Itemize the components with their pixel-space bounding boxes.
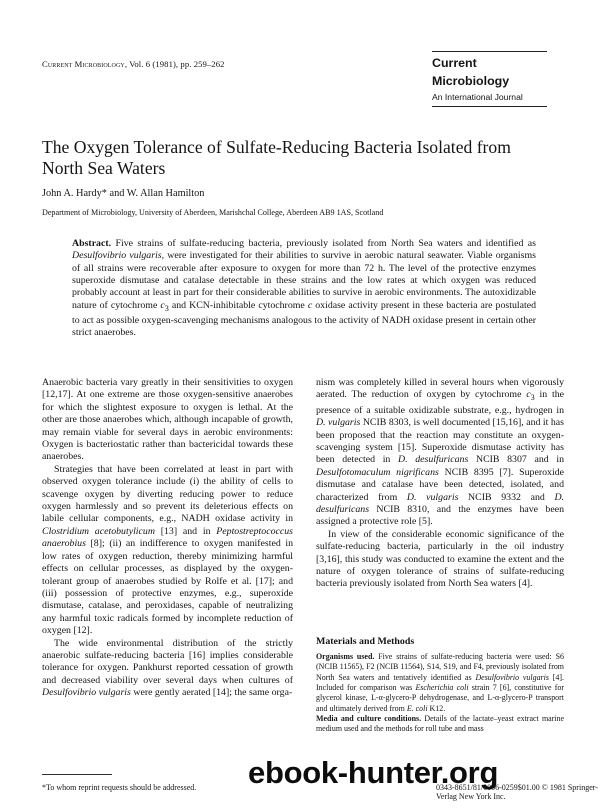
organism-name: Peptostreptococcus anaerobius [42, 525, 293, 550]
paragraph-text: NCIB 9332 and [458, 491, 555, 503]
logo-top-rule [432, 51, 547, 52]
abstract [72, 238, 536, 340]
abstract-label: Abstract. [72, 238, 112, 249]
watermark-text: ebook-hunter.org [248, 755, 499, 790]
journal-volume-pages: , Vol. 6 (1981), pp. 259–262 [124, 59, 225, 69]
footnote: *To whom reprint requests should be addressed. [42, 783, 197, 792]
intro-paragraph-3 [42, 638, 293, 700]
journal-citation [42, 59, 225, 69]
organism-name: Desulfovibrio vulgaris [42, 687, 131, 699]
article-authors: John A. Hardy* and W. Allan Hamilton [42, 188, 205, 199]
intro-paragraph-5: In view of the considerable economic significance of the sulfate-reducing bacteria, particularly in the oil industry [3,16], this study was conducted to examine the extent and the nature of oxygen tolerance of strains of sulfate-reducing bacteria previously isolated from North Sea waters [4]. [316, 528, 564, 590]
paragraph-text: [8]; (ii) an indifference to oxygen manifested in low rates of oxygen reduction, thereby minimizing harmful effects on cellular processes, as displayed by the oxygen-tolerant group of anaerobes studied by Rolfe et al. [17]; and (iii) possession of protective enzymes, e.g., superoxide dismutase, catalase, and peroxidases, capable of neutralizing any harmful toxic radicals formed by incomplete reduction of oxygen [12]. [42, 538, 293, 637]
paragraph-text: were gently aerated [14]; the same orga- [130, 687, 293, 699]
abstract-text: , were investigated for their abilities to survive in aerobic natural seawater. Viable organisms of all strains were recoverable after exposure to oxygen for more than 72 h. The level of the protective enzymes superoxide dismutase and catalase detectable in these strains and the low rates at which oxygen was reduced probably account at least in part for their considerable abilities to survive in aerobic environments. The autoxidizable nature of cytochrome [72, 250, 536, 311]
paragraph-text: NCIB 8307 and in [468, 454, 565, 466]
paragraph-text: nism was completely killed in several hours when vigorously aerated. The reduction of oxygen by cytochrome [316, 377, 564, 401]
journal-name: Current Microbiology [42, 59, 125, 69]
organism-name: D. desulfuricans [398, 454, 469, 466]
section-heading-methods: Materials and Methods [316, 636, 415, 647]
paragraph-text: Strategies that have been correlated at least in part with observed oxygen tolerance include (i) the ability of cells to scavenge oxygen by diverting reducing power to reduce oxygen harmlessly and so prevent its deleterious effects on labile cellular components, e.g., NADH oxidase activity in [42, 463, 293, 525]
intro-paragraph-2 [42, 464, 293, 638]
article-affiliation: Department of Microbiology, University of Aberdeen, Marishchal College, Aberdeen AB9 1AS, Scotland [42, 208, 384, 217]
organism-name: D. vulgaris [406, 491, 459, 503]
abstract-text: Five strains of sulfate-reducing bacteria, previously isolated from North Sea waters and identified as [111, 238, 536, 249]
methods-media-paragraph [316, 714, 564, 735]
organism-name: E. coli [406, 703, 428, 713]
italic-term: c [526, 389, 531, 401]
abstract-italic: c [307, 299, 313, 311]
body-right-column [316, 377, 564, 591]
abstract-text: and KCN-inhibitable cytochrome [168, 299, 308, 311]
paragraph-text: Details of the lactate–yeast extract marine medium used and the methods for roll tube and mass [316, 714, 564, 734]
subscript: 3 [530, 393, 535, 403]
paragraph-text: [4]. Included for comparison was [316, 672, 564, 693]
body-left-column [42, 377, 293, 700]
intro-paragraph-1: Anaerobic bacteria vary greatly in their sensitivities to oxygen [12,17]. At one extreme are those oxygen-sensitive anaerobes for which the slightest exposure to oxygen is lethal. At the other are those anaerobes which, although incapable of growth, may remain viable for several days in aerobic environments: Oxygen is bacteriostatic rather than bactericidal towards these anaerobes. [42, 377, 293, 463]
organism-name: D. vulgaris [316, 417, 361, 429]
paragraph-text: [13] and in [154, 525, 217, 537]
organism-name: Escherichia coli [415, 683, 469, 693]
paragraph-text: NCIB 8395 [7]. Superoxide dismutase and catalase have been detected, isolated, and characterized from [316, 466, 564, 503]
logo-title-line1: Current [432, 56, 477, 70]
paragraph-text: Five strains of sulfate-reducing bacteria were used: S6 (NCIB 11565), F2 (NCIB 11564), S14, S19, and F4, previously isolated from North Sea waters and tentatively identified as [316, 652, 564, 682]
paragraph-text: NCIB 8310, and the enzymes have been assigned a protective role [5]. [316, 504, 564, 528]
methods-text [316, 652, 564, 735]
methods-organisms-paragraph [316, 652, 564, 714]
organism-name: Desulfovibrio vulgaris [475, 672, 549, 682]
logo-title-line2: Microbiology [432, 74, 510, 88]
footnote-rule [42, 774, 112, 775]
logo-tagline: An International Journal [432, 92, 523, 102]
organism-name: D. desulfuricans [316, 491, 565, 516]
paragraph-text: in the presence of a suitable oxidizable substrate, e.g., hydrogen in [316, 389, 564, 416]
intro-paragraph-4 [316, 377, 564, 529]
abstract-subscript: 3 [164, 303, 169, 313]
logo-bottom-rule [432, 106, 547, 107]
organism-name: Desulfotomaculum nigrificans [316, 466, 439, 478]
abstract-text: oxidase activity present in these bacteria are postulated to act as possible oxygen-scavenging mechanisms analogous to the activity of NADH oxidase present in certain other strict anaerobes. [72, 299, 536, 339]
paragraph-text: strain 7 [6], constitutive for glycerol kinase, L-α-glycero-P dehydrogenase, and L-α-glycero-P transport and ultimately derived from [316, 683, 564, 713]
abstract-italic: c [160, 299, 165, 311]
paragraph-text: NCIB 8303, is well documented [15,16], and it has been proposed that the reaction may constitute an oxygen-scavenging system [15]. Superoxide dismutase activity has been detected in [316, 417, 564, 466]
organism-name: Clostridium acetobutylicum [42, 525, 155, 537]
copyright-notice: 0343-8651/81/0006-0259$01.00 © 1981 Springer-Verlag New York Inc. [436, 783, 598, 801]
run-in-heading: Media and culture conditions. [316, 714, 422, 724]
journal-logo [432, 51, 547, 107]
abstract-organism: Desulfovibrio vulgaris [72, 250, 162, 262]
paragraph-text: The wide environmental distribution of the strictly anaerobic sulfate-reducing bacteria [16] implies considerable tolerance for oxygen. Pankhurst reported cessation of growth and decreased viability over several days when cultures of [42, 637, 293, 686]
article-title: The Oxygen Tolerance of Sulfate-Reducing Bacteria Isolated from North Sea Waters [42, 137, 511, 178]
run-in-heading: Organisms used. [316, 652, 375, 661]
paragraph-text: K12. [427, 703, 446, 713]
